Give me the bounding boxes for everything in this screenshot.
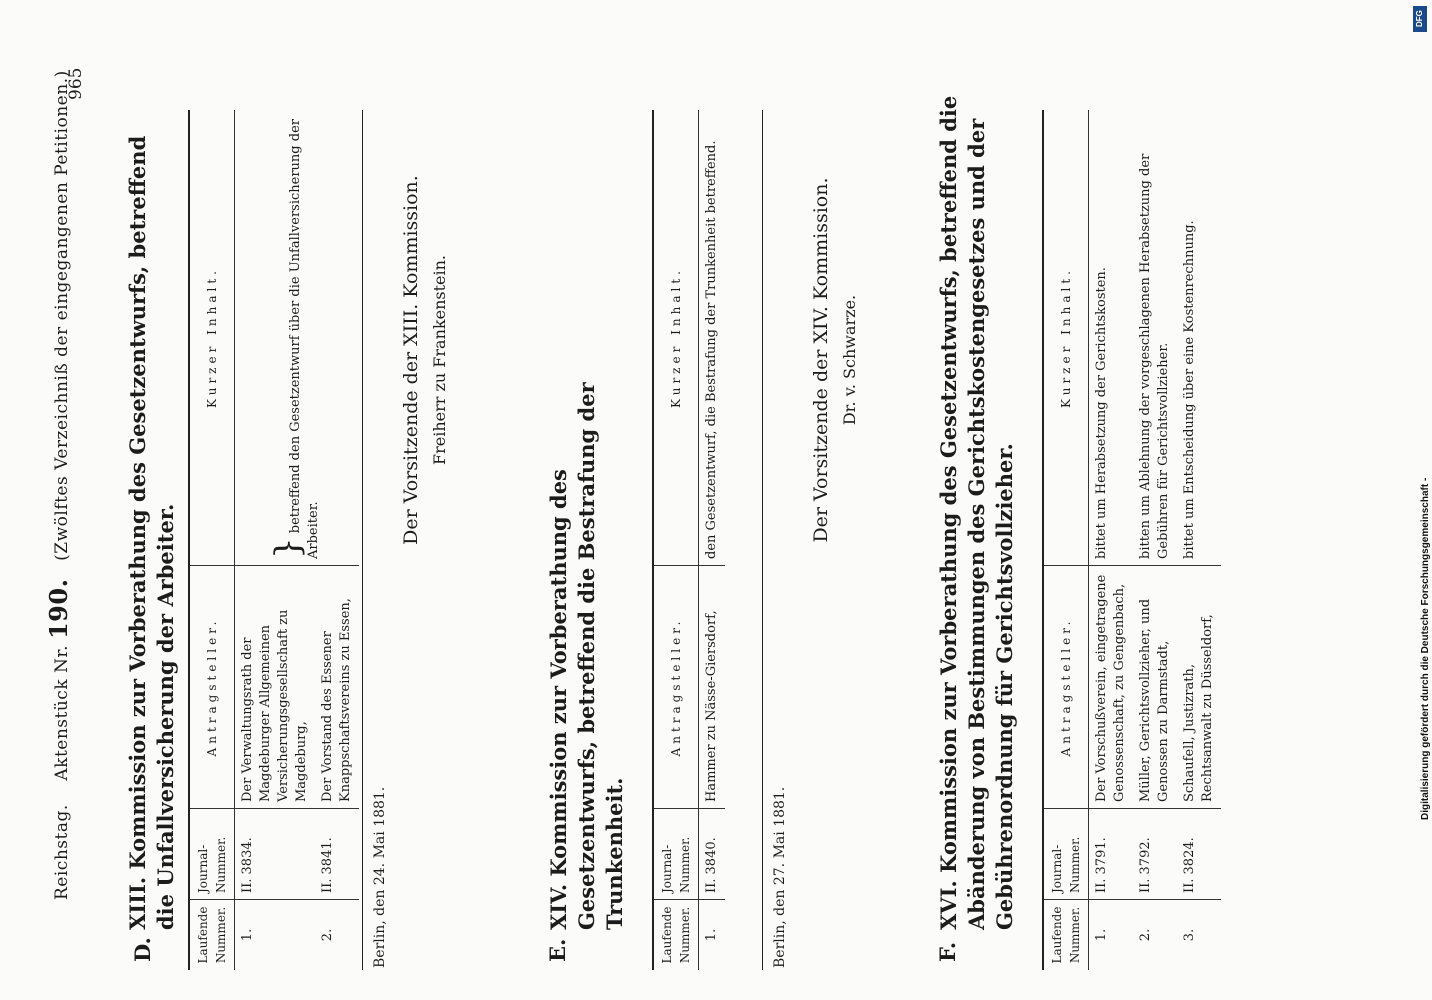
row-antragsteller: Der Vorstand des Essener Knappschaftsvereins zu Essen, [315,566,359,809]
section-e-date: Berlin, den 27. Mai 1881. [772,786,788,968]
col-inhalt: Kurzer Inhalt. [654,110,699,566]
row-journal: II. 3792. [1133,809,1177,900]
col-inhalt: Kurzer Inhalt. [1044,110,1089,566]
header-paren: (Zwölftes Verzeichniß der eingegangenen Petitionen.) [52,70,72,561]
col-journal: Journal-Nummer. [654,809,699,900]
table-header-row [1044,110,1089,970]
row-nr: 2. [1138,928,1153,942]
table-row [235,110,316,970]
row-nr: 2. [320,928,335,942]
col-laufende: Laufende Nummer. [190,900,235,971]
row-inhalt-text: betreffend den Gesetzentwurf über die Unfallversicherung der Arbeiter. [288,119,321,559]
row-antragsteller: Müller, Gerichtsvollzieher, und Genossen zu Darmstadt, [1133,566,1177,809]
section-d-letter: D. [130,937,155,962]
section-d-sign-title: Der Vorsitzende der XIII. Kommission. [400,175,422,545]
section-e-letter: E. [545,938,570,962]
section-f-table [1044,110,1221,970]
row-antragsteller: Hammer zu Nässe-Giersdorf, [699,566,726,809]
section-e-table [654,110,725,970]
brace-icon: } [268,537,308,559]
table-row [699,110,726,970]
section-e-title: XIV. Kommission zur Vorberathung des Gesetzentwurfs, betreffend die Bestrafung der Trunkenheit. [546,382,627,930]
row-nr: 1. [704,928,719,942]
col-laufende: Laufende Nummer. [1044,900,1089,971]
row-journal: II. 3840. [699,809,726,900]
col-antragsteller: Antragsteller. [1044,566,1089,809]
col-antragsteller: Antragsteller. [190,566,235,809]
row-antragsteller: Schaufell, Justizrath, Rechtsanwalt zu Düsseldorf, [1177,566,1221,809]
credit-strip [1408,0,1432,1000]
dfg-logo: DFG [1413,6,1427,32]
section-f-letter: F. [935,941,960,962]
section-d-table [190,110,359,970]
header-left: Reichstag. [52,804,72,900]
section-e-sign-title: Der Vorsitzende der XIV. Kommission. [810,177,832,543]
page-number: 965 [66,67,86,100]
row-journal: II. 3791. [1089,809,1134,900]
table-row [1133,110,1177,970]
credit-text: Digitalisierung gefördert durch die Deutsche Forschungsgemeinschaft - [1420,477,1431,820]
row-inhalt [235,110,360,566]
row-antragsteller: Der Vorschußverein, eingetragene Genossenschaft, zu Gengenbach, [1089,566,1134,809]
col-laufende: Laufende Nummer. [654,900,699,971]
row-antragsteller: Der Verwaltungsrath der Magdeburger Allgemeinen Versicherungsgesellschaft zu Magdeburg, [235,566,316,809]
section-d-title: XIII. Kommission zur Vorberathung des Gesetzentwurfs, betreffend die Unfallversicherung der Arbeiter. [125,135,178,930]
col-journal: Journal-Nummer. [1044,809,1089,900]
row-journal: II. 3834. [235,809,316,900]
section-e-sign-name: Dr. v. Schwarze. [840,294,859,426]
section-d-sign-name: Freiherr zu Frankenstein. [430,255,449,465]
row-journal: II. 3824. [1177,809,1221,900]
col-antragsteller: Antragsteller. [654,566,699,809]
col-journal: Journal-Nummer. [190,809,235,900]
table-header-row [190,110,235,970]
section-e-rule-bot [762,110,763,970]
row-journal: II. 3841. [315,809,359,900]
header-doc-prefix: Aktenstück Nr. [52,644,72,781]
row-inhalt: den Gesetzentwurf, die Bestrafung der Trunkenheit betreffend. [699,110,726,566]
section-d-date: Berlin, den 24. Mai 1881. [372,786,388,968]
row-nr: 1. [1094,928,1109,942]
row-inhalt: bittet um Herabsetzung der Gerichtskosten. [1089,110,1134,566]
section-f-title: XVI. Kommission zur Vorberathung des Gesetzentwurfs, betreffend die Abänderung von Bestimmungen des Gerichtskostengesetzes und der Gebührenordnung für Gerichtsvollzieher. [936,95,1017,930]
header-doc-number: 190. [44,578,73,640]
row-nr: 3. [1182,928,1197,942]
row-inhalt: bittet um Entscheidung über eine Kostenrechnung. [1177,110,1221,566]
table-row [1089,110,1134,970]
running-header [44,70,73,900]
row-inhalt: bitten um Ablehnung der vorgeschlagenen Herabsetzung der Gebühren für Gerichtsvollzieher. [1133,110,1177,566]
col-inhalt: Kurzer Inhalt. [190,110,235,566]
section-d-rule-bot [362,110,363,970]
row-nr: 1. [240,928,255,942]
table-header-row [654,110,699,970]
table-row [1177,110,1221,970]
